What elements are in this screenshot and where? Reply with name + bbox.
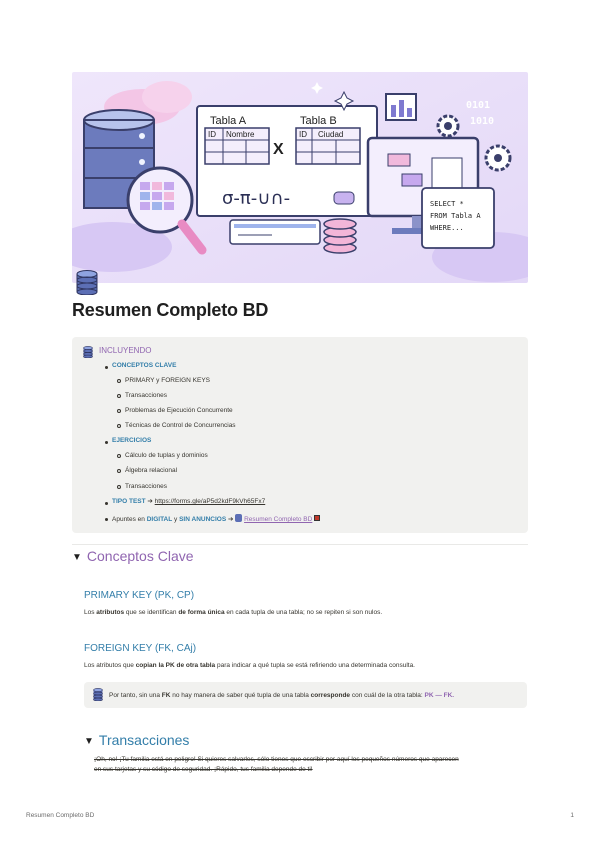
sub-bullet: [117, 409, 121, 413]
table-a-title: Tabla A: [210, 115, 247, 127]
sub-bullet: [117, 424, 121, 428]
list-item: Transacciones: [125, 483, 168, 490]
tipo-test-line: [112, 498, 265, 506]
list-item: PRIMARY y FOREIGN KEYS: [125, 377, 211, 384]
cover-image: [72, 72, 528, 283]
cross-product-symbol: X: [273, 141, 284, 158]
binary-text-1: 0101: [466, 100, 491, 111]
strikethrough-text-line-1: ¡Oh, no! ¡Tu familia está en peligro! Si quieres salvarles, sólo tienes que escribir por aquí los pequeños números que aparecen: [94, 756, 459, 763]
apuntes-line: Apuntes en DIGITAL y SIN ANUNCIOS ➔ Resumen Completo BD: [112, 514, 320, 524]
sub-bullet: [117, 469, 121, 473]
sub-bullet: [117, 454, 121, 458]
divider: [72, 544, 528, 545]
fk-callout-text: Por tanto, sin una FK no hay manera de saber qué tupla de una tabla corresponde con cuál de la otra tabla: PK — FK.: [109, 692, 455, 699]
toggle-heading-conceptos[interactable]: [72, 548, 194, 564]
sql-line-2: FROM Tabla A: [430, 212, 481, 220]
resumen-link[interactable]: Resumen Completo BD: [244, 516, 313, 523]
database-icon: [74, 269, 100, 295]
digital-label: DIGITAL: [146, 516, 173, 523]
arrow-icon: ➔: [227, 516, 234, 523]
bullet: [105, 366, 108, 369]
sin-anuncios-label: SIN ANUNCIOS: [179, 516, 227, 523]
list-item: Técnicas de Control de Concurrencias: [125, 422, 236, 429]
list-item: Transacciones: [125, 392, 168, 399]
bullet: [105, 502, 108, 505]
section-conceptos-clave: CONCEPTOS CLAVE: [112, 362, 177, 369]
svg-text:ID: ID: [208, 130, 216, 139]
sub-bullet: [117, 485, 121, 489]
tipo-test-label: TIPO TEST: [112, 498, 146, 505]
list-item: Cálculo de tuplas y dominios: [125, 452, 208, 459]
primary-key-text: Los atributos que se identifican de forma única en cada tupla de una tabla; no se repiten si son nulos.: [84, 609, 383, 616]
summary-callout: [72, 337, 528, 533]
database-icon: [92, 688, 104, 701]
svg-text:Ciudad: Ciudad: [318, 130, 344, 139]
svg-text:ID: ID: [299, 130, 307, 139]
section-ejercicios: EJERCICIOS: [112, 437, 152, 444]
toggle-heading-transacciones[interactable]: [84, 732, 189, 748]
binary-text-2: 1010: [470, 116, 495, 127]
fk-callout: [84, 682, 527, 708]
foreign-key-heading: FOREIGN KEY (FK, CAj): [84, 643, 197, 654]
primary-key-heading: PRIMARY KEY (PK, CP): [84, 590, 195, 601]
database-icon: [235, 514, 242, 522]
toggle-triangle-icon: ▼: [84, 736, 94, 747]
toggle-triangle-icon: ▼: [72, 552, 82, 563]
callout-title: INCLUYENDO: [99, 346, 152, 355]
sql-line-1: SELECT *: [430, 200, 464, 208]
svg-text:Nombre: Nombre: [226, 130, 255, 139]
list-item: Álgebra relacional: [125, 467, 178, 474]
list-item: Problemas de Ejecución Concurrente: [125, 407, 233, 414]
page-number: 1: [570, 812, 574, 819]
heading-conceptos-clave: Conceptos Clave: [86, 548, 194, 564]
arrow-icon: ➔: [147, 498, 153, 505]
strikethrough-text-line-2: en sus tarjetas y su código de seguridad. ¡Rápido, tus familia depende de ti!: [94, 766, 313, 773]
foreign-key-text: Los atributos que copian la PK de otra tabla para indicar a qué tupla se está refiriendo una determinada consulta.: [84, 662, 415, 669]
table-b-title: Tabla B: [300, 115, 337, 127]
external-link-icon: [314, 515, 320, 521]
sql-line-3: WHERE...: [430, 224, 464, 232]
database-icon: [82, 345, 94, 357]
heading-transacciones: Transacciones: [98, 732, 190, 748]
sub-bullet: [117, 379, 121, 383]
sub-bullet: [117, 394, 121, 398]
bullet: [105, 441, 108, 444]
tipo-test-link[interactable]: https://forms.gle/aP5d2kdF9kVh65Fx7: [154, 498, 266, 505]
footer-title: Resumen Completo BD: [26, 812, 95, 819]
relational-operators: σ-π-∪∩-: [222, 188, 291, 209]
bullet: [105, 518, 108, 521]
page-title: Resumen Completo BD: [72, 300, 269, 320]
